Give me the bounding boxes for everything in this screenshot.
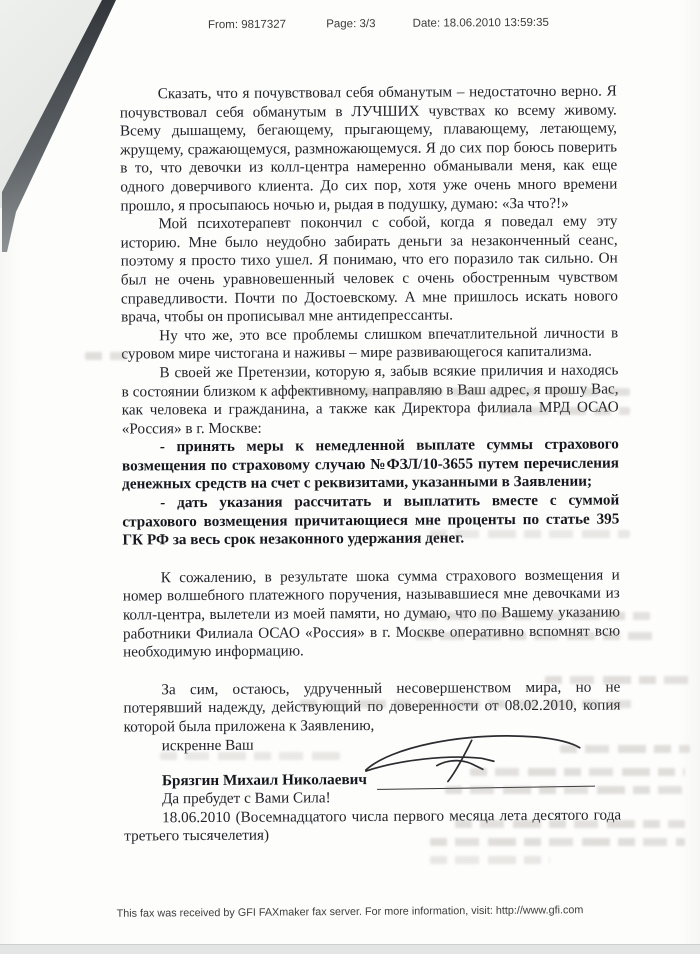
handwritten-signature (352, 727, 592, 792)
bleed-through-artifact (500, 407, 630, 415)
paragraph-regret: К сожалению, в результате шока сумма страхового возмещения и номер волшебного платежного поручения, называвшиеся мне девочками из колл-центра, вылетели из моей памяти, но думаю, что по Вашему указанию работники Филиала ОСАО «Россия» в г. Москве оперативно вспомнят всю необходимую информацию. (122, 566, 621, 661)
bleed-through-artifact (455, 820, 685, 828)
date-line: 18.06.2010 (Восемнадцатого числа первого месяца лета десятого года третьего тысячелетия) (124, 806, 622, 845)
paragraph-therapist: Мой психотерапевт покончил с собой, когда я поведал ему эту историю. Мне было неудобно забирать деньги за незаконченный сеанс, поэтому я просто тихо ушел. Я понимаю, что его поразило так сильно. Он был не очень уравновешенный человек с очень обостренным чувством справедливости. Почти по Достоевскому. А мне пришлось искать нового врача, чтобы он прописывал мне антидепрессанты. (120, 212, 619, 326)
signoff-line: искренне Ваш (161, 736, 254, 754)
page-bottom-edge (0, 944, 700, 954)
fax-page-count: Page: 3/3 (326, 18, 376, 31)
bleed-through-artifact (300, 700, 640, 708)
bleed-through-artifact (545, 676, 690, 684)
bleed-through-artifact (430, 838, 685, 846)
paragraph-intro: Сказать, что я почувствовал себя обманутым – недостаточно верно. Я почувствовал себя обманутым в ЛУЧШИХ чувствах ко всему живому. Всему дышащему, бегающему, прыгающему, плавающему, летающему, жрущему, сражающемуся, размножающемуся. Я до сих пор боюсь поверить в то, что девочки из колл-центра намеренно обманывали меня, как еще одного доверчивого клиента. До сих пор, хотя уже очень много времени прошло, я просыпаюсь ночью и, рыдая в подушку, думаю: «За что?!» (119, 82, 618, 215)
bleed-through-artifact (470, 768, 685, 776)
bleed-through-artifact (415, 632, 660, 640)
bleed-through-artifact (430, 530, 630, 538)
fax-footer-note: This fax was received by GFI FAXmaker fax server. For more information, visit: http://www.gfi.com (116, 904, 584, 920)
paragraph-closing: За сим, остаюсь, удрученный несовершенством мира, но не потерявший надежду, действующий по доверенности от 08.02.2010, копия которой была приложена к Заявлению, (123, 678, 621, 736)
bleed-through-artifact (85, 352, 127, 360)
signatory-name: Брязгин Михаил Николаевич (161, 770, 368, 789)
bleed-through-artifact (420, 612, 650, 620)
paragraph-pretension: В своей же Претензии, которую я, забыв всякие приличия и находясь в состоянии близком к аффективному, направляю в Ваш адрес, я прошу Вас, как человека и гражданина, а также как Директора филиала МРД ОСАО «Россия» в г. Москве: (121, 361, 619, 438)
fax-date-time: Date: 18.06.2010 13:59:35 (412, 16, 549, 30)
fax-from-number: From: 9817327 (207, 18, 287, 32)
paragraph-capitalism: Ну что же, это все проблемы слишком впечатлительной личности в суровом мире чистогана и наживы – мире развивающегося капитализма. (121, 324, 619, 363)
bleed-through-artifact (445, 786, 685, 794)
letter-body (120, 82, 622, 846)
bleed-through-artifact (300, 388, 630, 396)
demand-item-payment: - принять меры к немедленной выплате суммы страхового возмещения по страховому случаю №ФЗЛ/10-3655 путем перечисления денежных средств на счет с реквизитами, указанными в Заявлении; (121, 435, 620, 493)
bleed-through-artifact (560, 745, 690, 753)
bleed-through-artifact (430, 856, 550, 864)
demand-item-interest: - дать указания рассчитать и выплатить вместе с суммой страхового возмещения причитающиеся мне проценты по статье 395 ГК РФ за весь срок незаконного удержания денег. (122, 491, 620, 549)
farewell-line: Да пребудет с Вами Сила! (161, 789, 331, 808)
bleed-through-artifact (160, 752, 340, 760)
fax-header (208, 17, 549, 31)
